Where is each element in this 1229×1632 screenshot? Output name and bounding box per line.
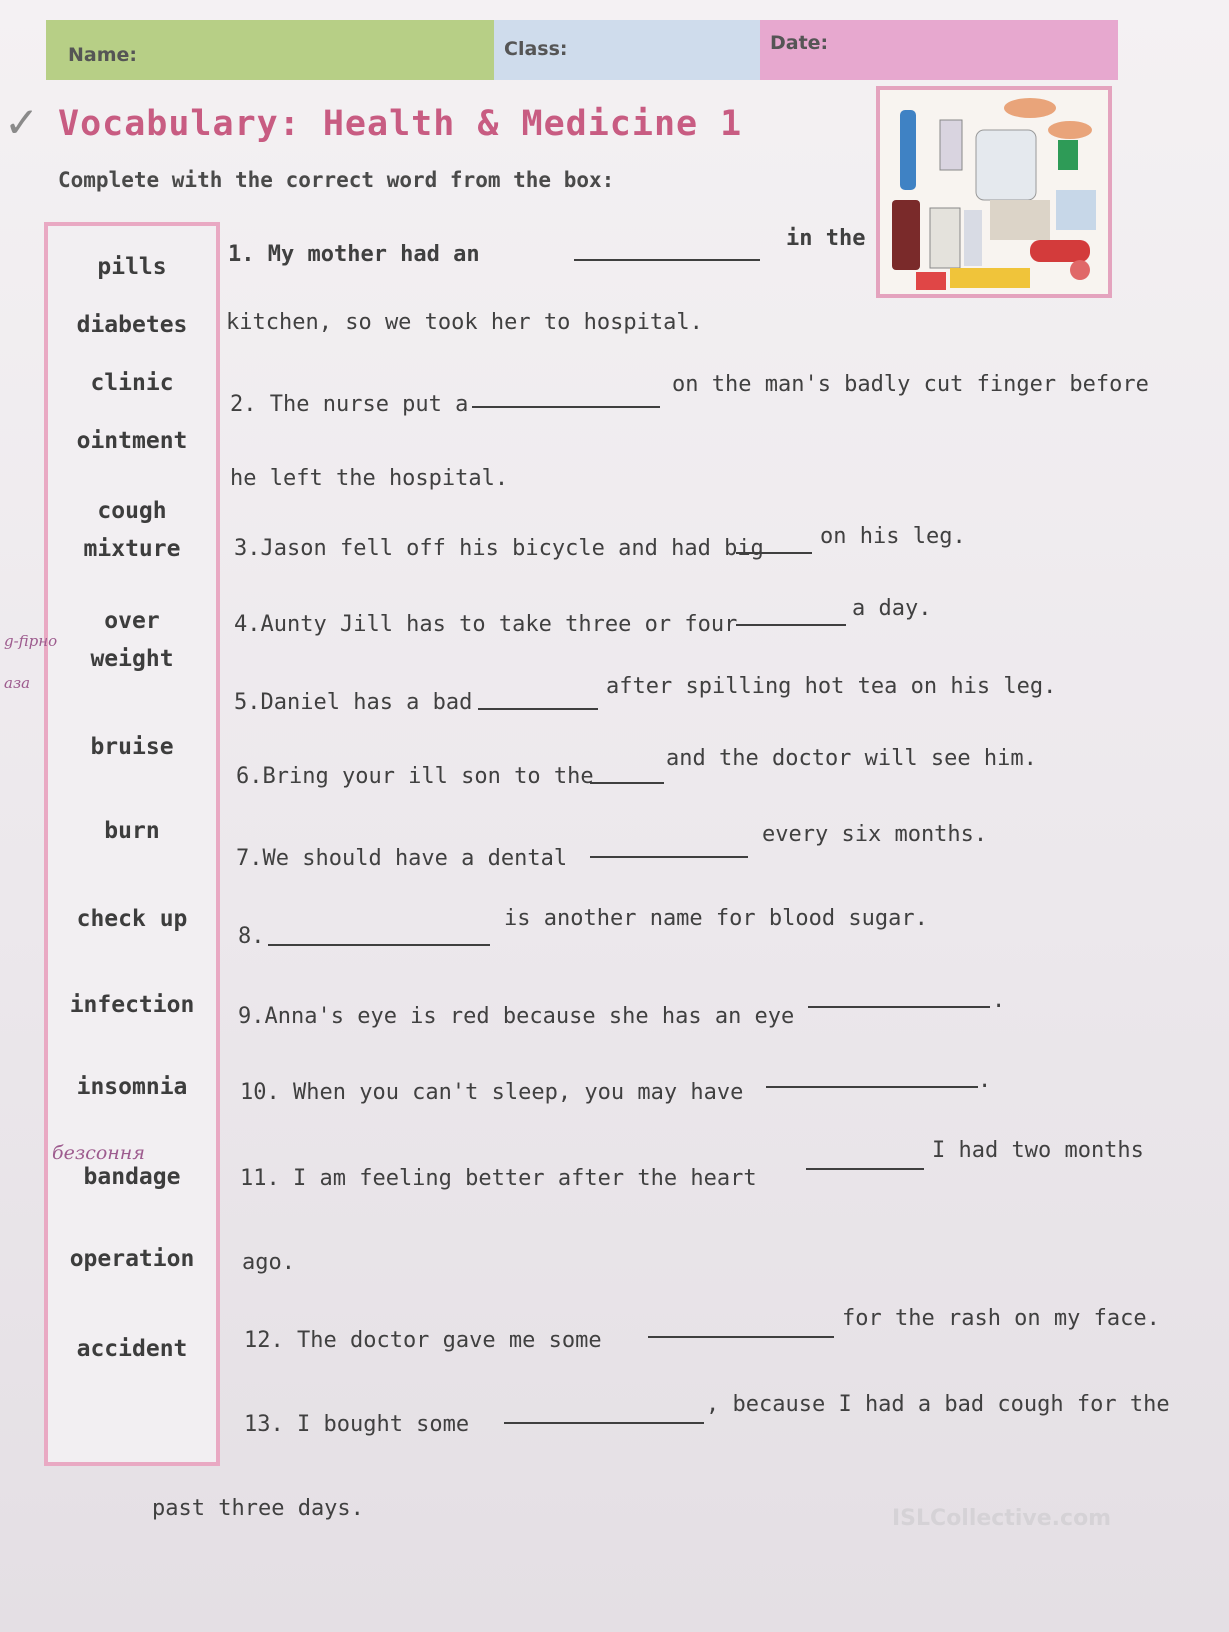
header-bar: [46, 20, 1118, 80]
watermark: ISLCollective.com: [892, 1506, 1112, 1531]
answer-blank-12[interactable]: [648, 1336, 834, 1338]
question-1-part-a: 1. My mother had an: [228, 242, 480, 267]
word-diabetes: diabetes: [76, 312, 188, 338]
question-3-part-b: on his leg.: [820, 524, 966, 549]
word-clinic: clinic: [90, 370, 174, 396]
answer-blank-6[interactable]: [590, 782, 664, 784]
word-pills: pills: [97, 254, 167, 280]
word-bruise: bruise: [90, 734, 174, 760]
page-title: Vocabulary: Health & Medicine 1: [58, 104, 743, 144]
word-box: [44, 222, 220, 1466]
question-1-part-b: in the: [786, 226, 866, 251]
question-11-part-a: 11. I am feeling better after the heart: [240, 1166, 757, 1191]
question-6-part-a: 6.Bring your ill son to the: [236, 764, 594, 789]
word-weight: weight: [90, 646, 174, 672]
word-cough: cough: [97, 498, 167, 524]
date-field: [760, 20, 1118, 80]
medicines-icon: [880, 90, 1108, 294]
question-12-part-b: for the rash on my face.: [842, 1306, 1160, 1331]
handwritten-note-insomnia: безсоння: [52, 1142, 145, 1164]
handwritten-note-weight: аза: [4, 674, 31, 692]
word-mixture: mixture: [83, 536, 181, 562]
question-11-part-b: I had two months: [932, 1138, 1144, 1163]
answer-blank-9[interactable]: [808, 1006, 990, 1008]
answer-blank-11[interactable]: [806, 1168, 924, 1170]
question-11-part-c: ago.: [242, 1250, 295, 1275]
question-13-part-b: , because I had a bad cough for the: [706, 1392, 1170, 1417]
word-infection: infection: [69, 992, 195, 1018]
check-mark-icon: ✓: [4, 98, 40, 147]
name-field: [46, 20, 494, 80]
word-accident: accident: [76, 1336, 188, 1362]
answer-blank-5[interactable]: [478, 708, 598, 710]
question-2-part-b: on the man's badly cut finger before: [672, 372, 1149, 397]
date-label: Date:: [770, 32, 829, 54]
question-10-part-b: .: [978, 1068, 992, 1093]
handwritten-note-over: g-fiрно: [4, 632, 58, 650]
class-field: [494, 20, 760, 80]
class-label: Class:: [504, 38, 568, 60]
question-2-part-a: 2. The nurse put a: [230, 392, 469, 417]
question-13-part-c: past three days.: [152, 1496, 364, 1521]
medicine-illustration: [876, 86, 1112, 298]
question-3-part-a: 3.Jason fell off his bicycle and had big: [234, 536, 764, 561]
question-6-part-b: and the doctor will see him.: [666, 746, 1037, 771]
word-operation: operation: [69, 1246, 195, 1272]
word-ointment: ointment: [76, 428, 188, 454]
answer-blank-13[interactable]: [504, 1422, 704, 1424]
answer-blank-8[interactable]: [268, 944, 490, 946]
answer-blank-4[interactable]: [736, 624, 846, 626]
question-5-part-a: 5.Daniel has a bad: [234, 690, 473, 715]
word-burn: burn: [104, 818, 160, 844]
question-12-part-a: 12. The doctor gave me some: [244, 1328, 602, 1353]
question-9-part-b: .: [992, 988, 1006, 1013]
question-1-part-c: kitchen, so we took her to hospital.: [226, 310, 703, 335]
question-4-part-b: a day.: [852, 596, 932, 621]
answer-blank-1[interactable]: [574, 259, 760, 261]
answer-blank-10[interactable]: [766, 1086, 978, 1088]
answer-blank-3[interactable]: [736, 552, 812, 554]
question-9-part-a: 9.Anna's eye is red because she has an eye: [238, 1004, 795, 1029]
question-7-part-b: every six months.: [762, 822, 988, 847]
word-check-up: check up: [76, 906, 188, 932]
question-13-part-a: 13. I bought some: [244, 1412, 470, 1437]
answer-blank-2[interactable]: [472, 406, 660, 408]
question-8-part-a: 8.: [238, 924, 265, 949]
question-7-part-a: 7.We should have a dental: [236, 846, 568, 871]
question-5-part-b: after spilling hot tea on his leg.: [606, 674, 1057, 699]
question-10-part-a: 10. When you can't sleep, you may have: [240, 1080, 744, 1105]
question-8-part-b: is another name for blood sugar.: [504, 906, 928, 931]
answer-blank-7[interactable]: [590, 856, 748, 858]
word-insomnia: insomnia: [76, 1074, 188, 1100]
word-over: over: [104, 608, 160, 634]
instruction-text: Complete with the correct word from the box:: [58, 168, 615, 192]
question-2-part-c: he left the hospital.: [230, 466, 509, 491]
name-label: Name:: [68, 44, 138, 66]
question-4-part-a: 4.Aunty Jill has to take three or four: [234, 612, 738, 637]
word-bandage: bandage: [83, 1164, 181, 1190]
